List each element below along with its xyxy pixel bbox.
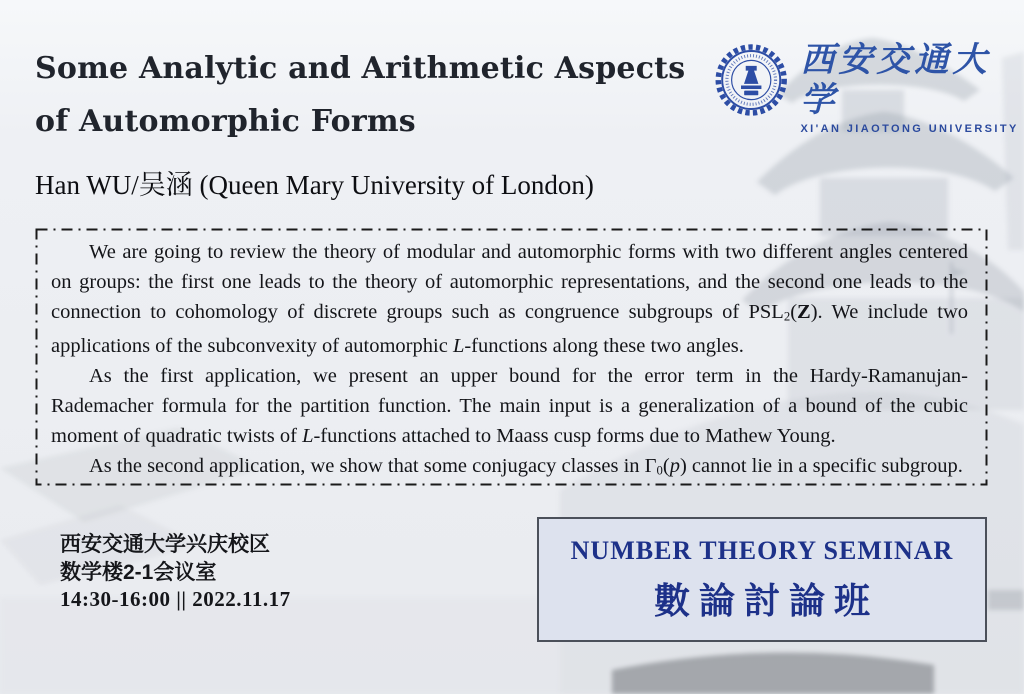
university-logo-text <box>800 40 1024 135</box>
venue-campus: 西安交通大学兴庆校区 <box>60 533 270 556</box>
university-logo <box>712 40 1024 135</box>
abstract-box-dash-border <box>35 228 988 486</box>
venue-datetime: 14:30-16:00 || 2022.11.17 <box>60 587 291 611</box>
seminar-series-box <box>537 517 987 642</box>
xjtu-emblem-icon <box>712 40 790 120</box>
university-name-calligraphy: 西安交通大学 <box>800 40 991 120</box>
abstract-box <box>35 228 988 486</box>
speaker-line: Han WU/吴涵 (Queen Mary University of London) <box>35 170 594 200</box>
venue-room: 数学楼2-1会议室 <box>60 560 217 584</box>
abstract-paragraph-1: We are going to review the theory of modular and automorphic forms with two different angles centered on groups: the first one leads to the theory of automorphic representations, and the second one leads to the connection to cohomology of discrete groups such as congruence subgroups of PSL2(Z). We include two applications of the subconvexity of automorphic L-functions along these two angles. <box>51 241 968 358</box>
abstract-paragraph-2: As the first application, we present an upper bound for the error term in the Hardy-Ramanujan-Rademacher formula for the partition function. The main input is a generalization of a bound of the cubic moment of quadratic twists of L-functions attached to Maass cusp forms due to Mathew Young. <box>51 365 968 448</box>
poster-title-line2: of Automorphic Forms <box>35 104 416 139</box>
poster-title <box>35 42 735 148</box>
university-name-latin: XI'AN JIAOTONG UNIVERSITY <box>800 123 1019 135</box>
seminar-name-chinese: 數論討論班 <box>653 579 879 622</box>
abstract-paragraph-3: As the second application, we show that some conjugacy classes in Γ0(p) cannot lie in a specific subgroup. <box>89 455 963 478</box>
poster-title-line1: Some Analytic and Arithmetic Aspects <box>35 51 686 86</box>
seminar-name-english: NUMBER THEORY SEMINAR <box>570 535 954 565</box>
venue-info <box>60 531 291 614</box>
